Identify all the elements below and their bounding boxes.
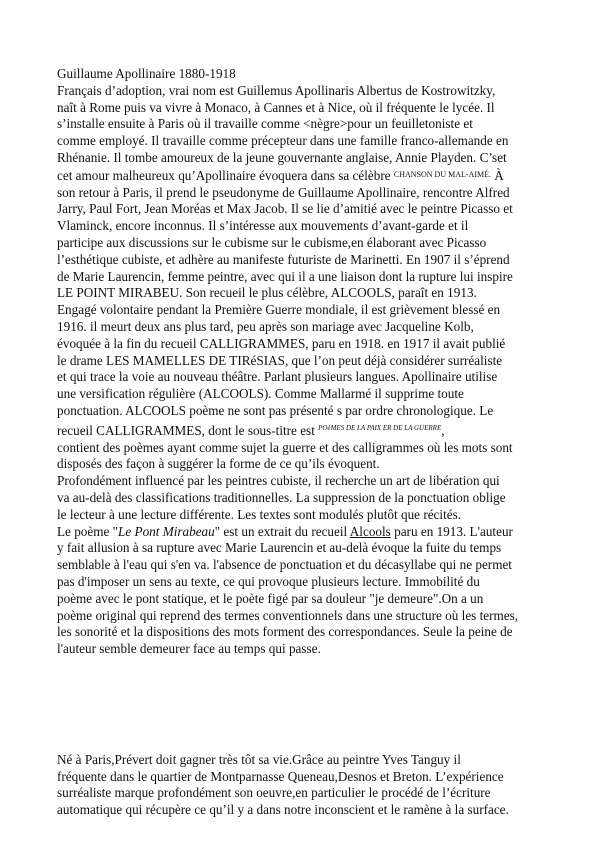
prevert-section [57, 752, 547, 819]
document-page [57, 66, 547, 819]
apollinaire-line [57, 420, 547, 440]
text-run: À [490, 167, 504, 183]
prevert-line: fréquente dans le quartier de Montparnasse Queneau,Desnos et Breton. L’expérience [57, 768, 504, 784]
italic-title: Le Pont Mirabeau [118, 523, 215, 539]
apollinaire-line: poème original qui reprend des termes conventionnels dans une structure où les termes, [57, 607, 519, 623]
apollinaire-line: Français d’adoption, vrai nom est Guillemus Apollinaris Albertus de Kostrowitzky, [57, 82, 496, 98]
apollinaire-line: les sonorité et la dispositions des mots forment des correspondances. Seule la peine de [57, 624, 513, 640]
apollinaire-line: Vlaminck, encore inconnus. Il s’intéresse aux mouvements d’avant-garde et il [57, 218, 469, 234]
apollinaire-line: poème avec le pont statique, et le poète figé par sa douleur "je demeure".On a un [57, 590, 484, 606]
apollinaire-line: Rhénanie. Il tombe amoureux de la jeune gouvernante anglaise, Annie Playden. C’set [57, 149, 507, 165]
apollinaire-line: l'auteur semble demeurer face au temps qui passe. [57, 641, 321, 657]
prevert-line: surréaliste marque profondément son oeuvre,en particulier le procédé de l’écriture [57, 785, 491, 801]
apollinaire-line: de Marie Laurencin, femme peintre, avec qui il a une liaison dont la rupture lui inspire [57, 268, 513, 284]
prevert-line: automatique qui récupère ce qu’il y a dans notre inconscient et le ramène à la surface. [57, 802, 509, 818]
apollinaire-line: Guillaume Apollinaire 1880-1918 [57, 66, 236, 81]
apollinaire-line: semblable à l'eau qui s'en va. l'absence de ponctuation et du décasyllabe qui ne permet [57, 557, 512, 573]
text-run: , [441, 422, 445, 438]
apollinaire-line: s’installe ensuite à Paris où il travaille comme <nègre>pour un feuilletoniste et [57, 116, 473, 132]
apollinaire-line: l’esthétique cubiste, et adhère au manifeste futuriste de Marinetti. En 1907 il s’éprend [57, 251, 510, 267]
apollinaire-line [57, 524, 547, 541]
apollinaire-line: contient des poèmes ayant comme sujet la guerre et des calligrammes où les mots sont [57, 439, 513, 455]
apollinaire-line: comme employé. Il travaille comme précepteur dans une famille franco-allemande en [57, 133, 509, 149]
apollinaire-line: et qui trace la voie au nouveau théâtre. Parlant plusieurs langues. Apollinaire utilise [57, 369, 498, 385]
underlined-title: Alcools [349, 523, 391, 539]
text-run: " est un extrait du recueil [214, 523, 350, 539]
apollinaire-line: y fait allusion à sa rupture avec Marie Laurencin et au-delà évoque la fuite du temps [57, 540, 502, 556]
apollinaire-line: participe aux discussions sur le cubisme sur le cubisme,en élaborant avec Picasso [57, 234, 487, 250]
apollinaire-line: le drame LES MAMELLES DE TIRéSIAS, que l’on peut déjà considérer surréaliste [57, 352, 503, 368]
apollinaire-line: va au-delà des classifications traditionnelles. La suppression de la ponctuation oblige [57, 489, 506, 505]
text-run: recueil CALLIGRAMMES, dont le sous-titre est [57, 422, 319, 438]
apollinaire-line: 1916. il meurt deux ans plus tard, peu après son mariage avec Jacqueline Kolb, [57, 318, 474, 334]
apollinaire-line: ponctuation. ALCOOLS poème ne sont pas présenté s par ordre chronologique. Le [57, 402, 494, 418]
apollinaire-line: naît à Rome puis va vivre à Monaco, à Cannes et à Nice, où il fréquente le lycée. Il [57, 99, 495, 115]
text-run: paru en 1913. L'auteur [390, 523, 513, 539]
apollinaire-line: le lecteur à une lecture différente. Les textes sont modulés plutôt que récités. [57, 506, 462, 522]
apollinaire-line: disposés des façon à suggérer la forme de ce qu’ils évoquent. [57, 456, 380, 472]
prevert-line: Né à Paris,Prévert doit gagner très tôt sa vie.Grâce au peintre Yves Tanguy il [57, 751, 461, 767]
apollinaire-line: Engagé volontaire pendant la Première Guerre mondiale, il est grièvement blessé en [57, 302, 501, 318]
text-run: Le poème " [57, 523, 119, 539]
text-run: cet amour malheureux qu’Apollinaire évoquera dans sa célèbre [57, 167, 394, 183]
section-gap [57, 658, 547, 752]
apollinaire-line: Jarry, Paul Fort, Jean Moréas et Max Jacob. Il se lie d’amitié avec le peintre Picasso et [57, 201, 513, 217]
apollinaire-line: une versification régulière (ALCOOLS). Comme Mallarmé il supprime toute [57, 386, 464, 402]
apollinaire-line: pas d'imposer un sens au texte, ce qui provoque plusieurs lecture. Immobilité du [57, 573, 480, 589]
apollinaire-line [57, 167, 547, 185]
small-caps-title: POèMES DE LA PAIX ER DE LA GUERRE [318, 423, 442, 432]
apollinaire-section [57, 66, 547, 658]
small-caps-title: CHANSON DU MAL-AIMÉ. [393, 169, 491, 179]
apollinaire-line: Profondément influencé par les peintres cubiste, il recherche un art de libération qui [57, 473, 500, 489]
apollinaire-line: LE POINT MIRABEU. Son recueil le plus célèbre, ALCOOLS, paraît en 1913. [57, 285, 477, 301]
apollinaire-line: son retour à Paris, il prend le pseudonyme de Guillaume Apollinaire, rencontre Alfred [57, 184, 510, 200]
apollinaire-line: évoquée à la fin du recueil CALLIGRAMMES, paru en 1918. en 1917 il avait publié [57, 335, 506, 351]
